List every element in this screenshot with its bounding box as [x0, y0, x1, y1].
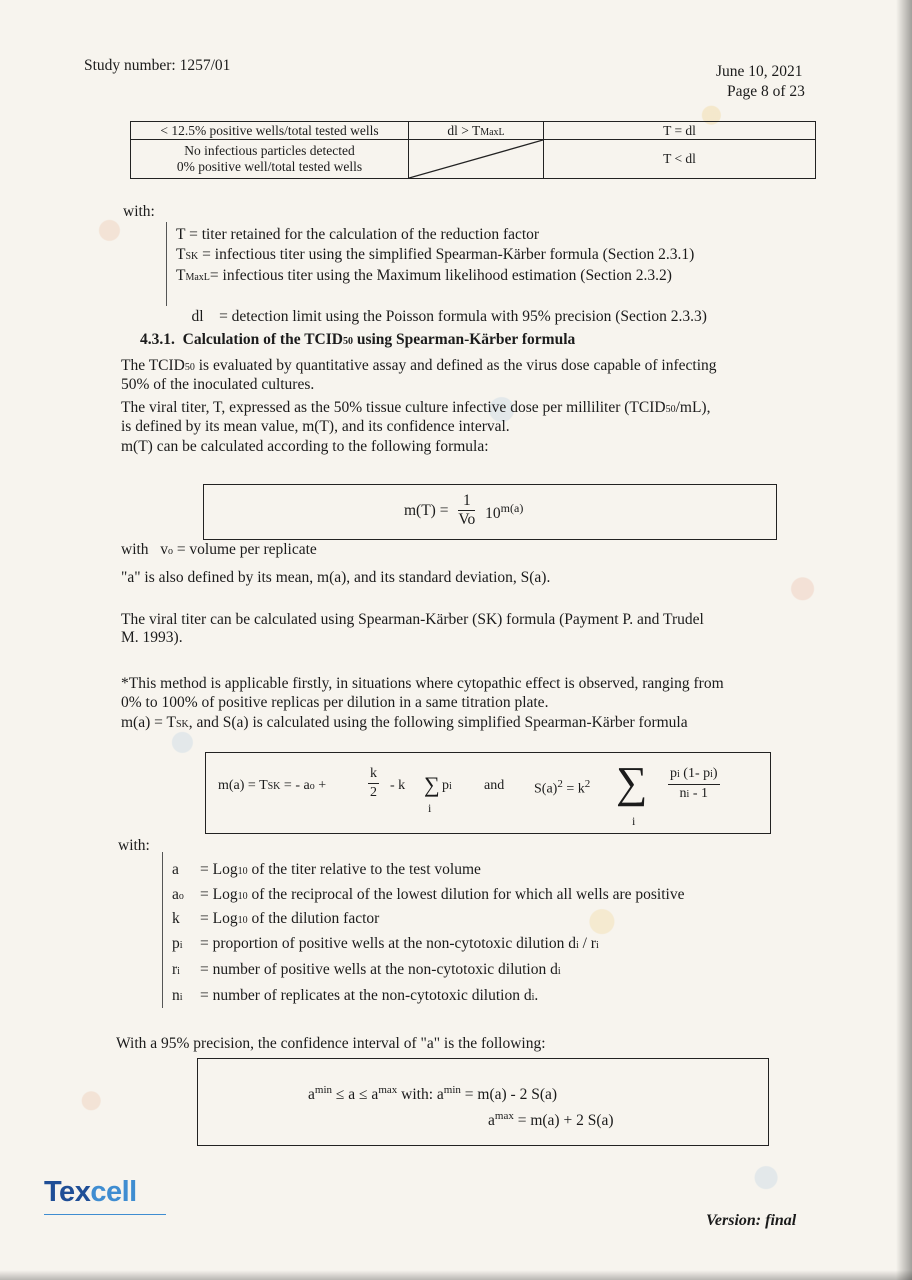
- with-label: with:: [123, 203, 155, 220]
- formula-box-ci: [197, 1058, 769, 1146]
- paragraph-line: m(T) can be calculated according to the following formula:: [121, 438, 489, 455]
- formula-box-mt: [203, 484, 777, 540]
- section-heading: 4.3.1. Calculation of the TCID50 using Spearman-Kärber formula: [140, 331, 576, 348]
- page-edge-shadow: [896, 0, 912, 1280]
- formula-box-sk: [205, 752, 771, 834]
- definition-tmaxl: TMaxL= infectious titer using the Maximum likelihood estimation (Section 2.3.2): [176, 267, 672, 284]
- paragraph-line: The TCID50 is evaluated by quantitative assay and defined as the virus dose capable of infecting: [121, 357, 717, 374]
- texcell-logo: Texcell: [44, 1176, 137, 1208]
- table-cell: dl > TMaxL: [409, 122, 544, 140]
- fraction-variance: $\frac{pi (1- pi)}{ni - 1}$: [670, 766, 718, 801]
- formula-ma: m(a) = TSK = - ao +: [218, 778, 327, 793]
- paragraph-line: 0% to 100% of positive replicas per dilution in a same titration plate.: [121, 694, 549, 711]
- definition-a: a = Log10 of the titer relative to the test volume: [172, 861, 481, 878]
- paragraph-line: "a" is also defined by its mean, m(a), and its standard deviation, S(a).: [121, 569, 551, 586]
- logo-underline: [44, 1214, 166, 1215]
- paragraph-line: The viral titer can be calculated using Spearman-Kärber (SK) formula (Payment P. and Trudel: [121, 611, 704, 628]
- page-bottom-shadow: [0, 1270, 912, 1280]
- definition-ao: ao = Log10 of the reciprocal of the lowest dilution for which all wells are positive: [172, 886, 685, 903]
- with-label: with:: [118, 837, 150, 854]
- titer-criteria-table: [130, 121, 816, 179]
- formula-and: and: [484, 778, 505, 793]
- page-number: Page 8 of 23: [727, 83, 805, 100]
- big-sigma-index: i: [632, 814, 636, 828]
- formula-sa: $S(a)^2 = k^2$: [534, 778, 591, 797]
- diagonal-line: [409, 140, 543, 178]
- definition-bracket: [162, 852, 163, 1008]
- big-sigma-symbol: ∑: [616, 758, 648, 807]
- definition-pi: pi = proportion of positive wells at the non-cytotoxic dilution di / ri: [172, 935, 599, 952]
- table-cell: T = dl: [544, 122, 816, 140]
- formula-minus-k: - k: [390, 778, 406, 793]
- formula-ci-max: $a^{max} = m(a) + 2$ S(a): [488, 1110, 614, 1130]
- formula-pi: pi: [442, 778, 452, 793]
- paragraph-line: is defined by its mean value, m(T), and its confidence interval.: [121, 418, 510, 435]
- table-cell: < 12.5% positive wells/total tested wells: [131, 122, 409, 140]
- document-date: June 10, 2021: [716, 63, 803, 80]
- formula-mt: m(T) = $\frac{1}{Vo}$ $10^{m(a)}$: [404, 492, 524, 528]
- definition-bracket: [166, 222, 167, 306]
- paragraph-line: The viral titer, T, expressed as the 50% tissue culture infective dose per milliliter (TCID50/mL),: [121, 399, 711, 416]
- version-label: Version: final: [706, 1212, 797, 1229]
- confidence-intro: With a 95% precision, the confidence interval of "a" is the following:: [116, 1035, 546, 1052]
- study-number: Study number: 1257/01: [84, 57, 231, 74]
- paragraph-line: M. 1993).: [121, 629, 183, 646]
- paragraph-line: 50% of the inoculated cultures.: [121, 376, 315, 393]
- table-cell: T < dl: [544, 140, 816, 179]
- paragraph-line: with vo = volume per replicate: [121, 541, 317, 558]
- formula-ci-range: $a^{min} \le a \le a^{max}$ with: $a^{min} = m(a) - 2$ S(a): [308, 1084, 558, 1104]
- paragraph-line: m(a) = TSK, and S(a) is calculated using the following simplified Spearman-Kärber formula: [121, 714, 688, 731]
- definition-ni: ni = number of replicates at the non-cytotoxic dilution di.: [172, 987, 539, 1004]
- definition-k: k = Log10 of the dilution factor: [172, 910, 380, 927]
- sigma-index: i: [428, 801, 432, 815]
- definition-t: T = titer retained for the calculation of the reduction factor: [176, 226, 540, 243]
- table-cell: No infectious particles detected 0% positive well/total tested wells: [131, 140, 409, 179]
- paragraph-line: *This method is applicable firstly, in situations where cytopathic effect is observed, ranging from: [121, 675, 724, 692]
- table-cell-crossed: [409, 140, 544, 179]
- fraction-k-over-2: $\frac{k}{2}$: [370, 766, 377, 800]
- definition-ri: ri = number of positive wells at the non-cytotoxic dilution di: [172, 961, 561, 978]
- definition-dl: dl = detection limit using the Poisson formula with 95% precision (Section 2.3.3): [191, 308, 707, 325]
- sigma-symbol: ∑: [424, 772, 440, 797]
- definition-tsk: TSK = infectious titer using the simplified Spearman-Kärber formula (Section 2.3.1): [176, 246, 695, 263]
